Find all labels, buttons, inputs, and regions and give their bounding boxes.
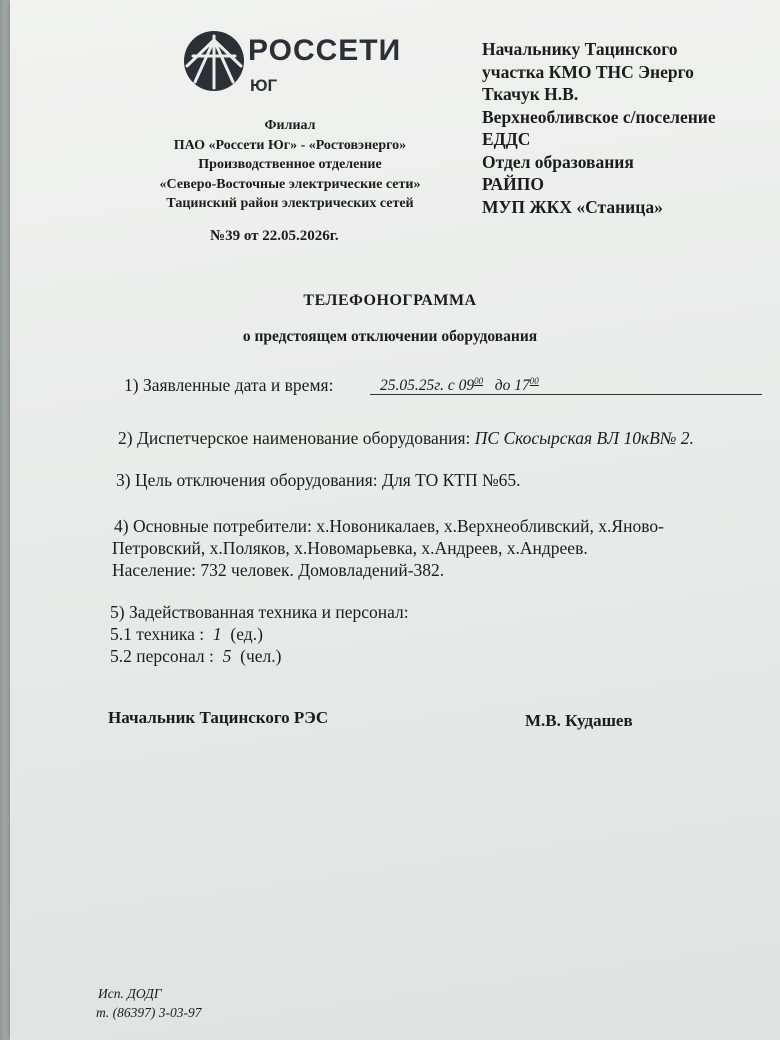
sender-line: Тацинский район электрических сетей: [166, 196, 414, 211]
executor-phone: т. (86397) 3-03-97: [96, 1005, 202, 1020]
sender-line: Филиал: [264, 118, 316, 133]
document-number: №39 от 22.05.2026г.: [210, 228, 339, 244]
recipient-line: Отдел образования: [482, 151, 634, 172]
sender-line: Производственное отделение: [198, 157, 382, 172]
item5-1: 5.1 техника : 1 (ед.): [110, 624, 263, 644]
item1-datetime-field: [370, 376, 762, 395]
item3: 3) Цель отключения оборудования: Для ТО КТП №65.: [116, 470, 521, 490]
item5-label: 5) Задействованная техника и персонал:: [110, 602, 409, 622]
item2-value: ПС Скосырская ВЛ 10кВ№ 2.: [474, 428, 694, 448]
item1-label: 1) Заявленные дата и время:: [124, 375, 334, 395]
sender-line: «Северо-Восточные электрические сети»: [159, 176, 421, 192]
item4-line1: 4) Основные потребители: х.Новоникалаев, х.Верхнеобливский, х.Яново-: [114, 516, 664, 536]
item4-line3: Население: 732 человек. Домовладений-382.: [112, 560, 445, 580]
executor: Исп. ДОДГ: [98, 986, 162, 1001]
recipient-line: участка КМО ТНС Энерго: [482, 61, 694, 82]
item1-date: 25.05.25г. с $09^{00}$ до $17^{00}$: [380, 376, 539, 395]
brand-name: РОССЕТИ: [248, 34, 402, 67]
recipient-line: МУП ЖКХ «Станица»: [482, 196, 663, 217]
recipients-block: [482, 38, 716, 218]
recipient-line: РАЙПО: [482, 174, 544, 194]
signature-name: М.В. Кудашев: [525, 711, 633, 730]
item4-line2: Петровский, х.Поляков, х.Новомарьевка, х.Андреев, х.Андреев.: [112, 538, 588, 558]
document-title: ТЕЛЕФОНОГРАММА: [303, 292, 477, 309]
recipient-line: Начальнику Тацинского: [482, 39, 678, 59]
document-subtitle: о предстоящем отключении оборудования: [242, 328, 538, 345]
rosseti-logo-icon: [183, 30, 245, 92]
recipient-line: Ткачук Н.В.: [482, 84, 579, 104]
item2: 2) Диспетчерское наименование оборудования: ПС Скосырская ВЛ 10кВ№ 2.: [118, 428, 694, 448]
sender-line: ПАО «Россети Юг» - «Ростовэнерго»: [173, 137, 407, 153]
signature-position: Начальник Тацинского РЭС: [108, 708, 329, 727]
item5-2: 5.2 персонал : 5 (чел.): [110, 646, 282, 666]
recipient-line: ЕДДС: [482, 129, 531, 149]
sender-block: [120, 116, 460, 214]
brand-subtitle: ЮГ: [250, 76, 278, 95]
recipient-line: Верхнеобливское с/поселение: [482, 106, 716, 127]
